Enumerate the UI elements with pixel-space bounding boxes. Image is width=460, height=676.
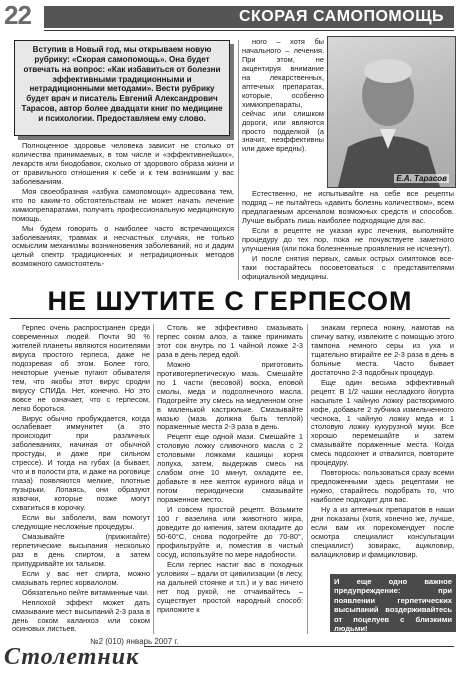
paragraph: знакам герпеса ножну, намотав на спичку ватку, извлеките с помощью этого тампона немного серы из уха и тщательно втирайте ее 2-3 раза в день в больные места. Часто бывает достаточно 2-3 подобных процедур. (311, 323, 454, 377)
paragraph: Смазывайте (прижигайте) герпетические высыпания несколько раз в день спиртом, а затем припудривайте их тальком. (12, 531, 150, 568)
paragraph: Если герпес настиг вас в походных условиях – вдали от цивилизации (в лесу, на дальней стоянке и т.п.) и у вас ничего нет под рукой, не отчаивайтесь – существует простой народный способ: приложите к (157, 559, 303, 614)
column-divider (307, 324, 308, 634)
footer-masthead (4, 636, 454, 672)
footer-rule (144, 646, 454, 647)
paragraph: Еще один весьма эффективный рецепт. В 1/2 чашки несладкого йогурта насыпьте 1 чайную ложку растворимого кофе, добавьте 2 зубчика измельченного чеснока, 1 чайную ложку меда и 1 столовую ложку кукурузной муки. Все хорошо перемешайте и затем смазывайте пораженные места. Когда смесь подсохнет и отвалится, повторите процедуру. (311, 377, 454, 468)
intro-text: Вступив в Новый год, мы открываем новую рубрику: «Скорая самопомощь». Она будет отвечать на вопрос: «Как избавиться от болезни эффективными традиционными и нетрадиционными методами». Вести рубрику будет врач и писатель Евгений Александрович Тарасов, автор более двадцати книг по медицине и психологии. Предоставляем ему слово. (21, 45, 223, 124)
main-column-1 (12, 324, 150, 635)
top-column-2-wide (242, 190, 454, 283)
paragraph: Можно приготовить противогерпетическую мазь. Смешайте по 1 части (весовой) воска, еловой смолы, меда и подсолнечного масла. Подогрейте эту смесь на медленном огне в маленькой кастрюльке. Смазывайте мазью (мазь должна быть теплой) пораженные места 2-3 раза в день. (157, 359, 303, 432)
main-column-2 (157, 324, 303, 616)
author-photo (327, 36, 456, 188)
paragraph: Моя своеобразная «азбука самопомощи» адресована тем, кто по каким-то обстоятельствам не может начать лечение химиопрепаратами, получить профессиональную медицинскую помощь. (12, 186, 234, 223)
paragraph: Рецепт еще одной мази. Смешайте 1 столовую ложку сливочного масла с 2 столовыми ложками кашицы корня лопуха, затем, выдержав смесь на слабом огне 10 минут, охладите ее, добавьте в нее желток куриного яйца и потом периодически смазывайте пораженное место. (157, 432, 303, 505)
article-headline: НЕ ШУТИТЕ С ГЕРПЕСОМ (47, 286, 413, 316)
rubric-bar (44, 6, 454, 28)
magazine-logo: Столетник (4, 644, 140, 670)
top-column-1 (12, 142, 234, 270)
paragraph: И совсем простой рецепт. Возьмите 100 г вазелина или животного жира, доведите до кипения, затем охладите до 50-60°С, снова подогрейте до 70-80°, профильтруйте и, поместив в чистый сосуд, используйте по мере надобности. (157, 505, 303, 559)
paragraph: ного – хотя бы начального – лечения. При этом, не акцентируя внимание на лекарственных, аптечных препаратах, которые, особенно химиопрепараты, сейчас или слишком дороги, или являются просто подделкой (а значит, неэффективны или даже вредны). (242, 37, 324, 154)
paragraph: И после снятия первых, самых острых симптомов все-таки постарайтесь посоветоваться с представителями официальной медицины. (242, 253, 454, 281)
photo-caption: Е.А. Тарасов (396, 174, 447, 183)
paragraph: Естественно, не испытывайте на себе все рецепты подряд – не пытайтесь «давить болезнь количеством», всем предлагаемым арсеналом возможных средств и способов. Лучше выбрать лишь наиболее подходящие для вас. (242, 189, 454, 225)
paragraph: Ну а из аптечных препаратов в наши дни показаны (хотя, конечно же, лучше, если вам их порекомендует после осмотра специалист консультации специалист) зовиракс, ацикловир, валацикловир и фамцикловир. (311, 505, 454, 559)
paragraph: Обязательно пейте витаминные чаи. (22, 587, 149, 597)
paragraph: Полноценное здоровье человека зависит не столько от количества принимаемых, в том числе и «эффективнейших», лекарств или биодобавок, сколько от здорового образа жизни и от правильного отношения к себе и к тем возникшим у вас заболеваниям. (12, 141, 234, 186)
issue-number: №2 (010) январь 2007 г. (90, 637, 179, 646)
column-divider (153, 324, 154, 634)
rubric-title: СКОРАЯ САМОПОМОЩЬ (238, 8, 444, 25)
author-portrait-icon (328, 37, 455, 187)
column-divider (238, 40, 239, 280)
paragraph: Неплохой эффект может дать смазывание мест высыпаний 2-3 раза в день соком каланхоэ или соком осиновых листьев. (12, 597, 150, 634)
paragraph: Если у вас нет спирта, можно смазывать герпес корвалолом. (12, 568, 150, 587)
rubric-rule (44, 30, 454, 31)
headline-rule (10, 318, 450, 319)
intro-box (14, 40, 230, 136)
main-column-3 (311, 324, 454, 561)
paragraph: Повторюсь: пользоваться сразу всеми предложенными здесь рецептами не нужно, старайтесь подобрать то, что наиболее подходит для вас. (311, 468, 454, 505)
page-number: 22 (4, 0, 31, 30)
paragraph: Мы будем говорить о наиболее часто встречающихся заболеваниях, травмах и несчастных случаях, не только осмыслим механизмы возникновения заболеваний, но и дадим целый спектр традиционных и нетрадиционных методов возможного самостоятель- (12, 223, 234, 269)
warning-callout: И еще одно важное предупреждение: при появлении герпетических высыпаний воздерживайтесь от поцелуев с близкими людьми! (330, 574, 456, 632)
paragraph: Столь же эффективно смазывать герпес соком алоэ, а также принимать этот сок внутрь по 1 чайной ложке 2-3 раза в день перед едой. (157, 323, 303, 359)
paragraph: Если в рецепте не указан курс лечения, выполняйте процедуру до тех пор, пока не почувствуете заметного улучшения (или пока болезненные проявления не исчезнут). (242, 225, 454, 253)
paragraph: Если вы заболели, вам помогут следующие несложные процедуры. (12, 513, 150, 531)
paragraph: Герпес очень распространен среди современных людей. Почти 90 % жителей планеты являются носителями вируса простого герпеса, даже не подозревая об этом. Более того, некоторые ученые пугают обывателя тем, что якобы этот вирус сродни вирусу СПИДа. Нет, конечно. Но это вовсе не означает, что с герпесом, легко бороться. (12, 323, 150, 413)
top-column-2-narrow (242, 38, 324, 155)
paragraph: Вирус обычно пробуждается, когда ослабевает иммунитет (а это происходит при различных заболеваниях, начиная от обычной простуды, и даже при сильном стрессе). И тогда на губах (а бывает, что и в полости рта, и даже на роговице глаза) появляются мелкие, плотные пузырьки. Лопаясь, они образуют язвочки, которые позже могут схватиться в корочку. (12, 413, 150, 513)
